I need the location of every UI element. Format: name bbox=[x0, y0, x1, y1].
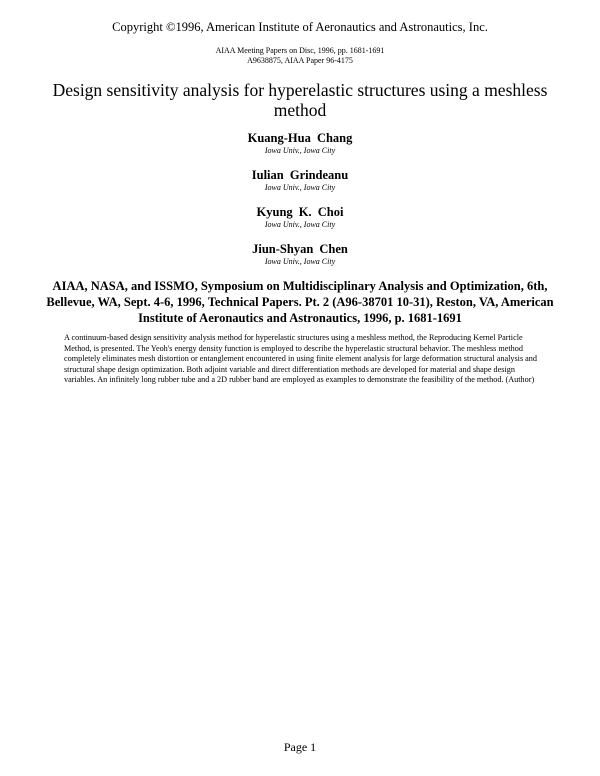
author-3 bbox=[0, 205, 600, 229]
author-4 bbox=[0, 242, 600, 266]
abstract-text: A continuum-based design sensitivity analysis method for hyperelastic structures using a meshless method, the Reproducing Kernel Particle Method, is presented. The Yeoh's energy density function is employed to describe the hyperelastic structural behavior. The meshless method completely eliminates mesh distortion or entanglement encountered in using finite element analysis for large deformation structural analysis and structural shape design optimization. Both adjoint variable and direct differentiation methods are developed for material and shape design variables. An infinitely long rubber tube and a 2D rubber band are employed as examples to demonstrate the feasibility of the method. (Author) bbox=[64, 333, 537, 384]
author-name: Iulian Grindeanu bbox=[251, 168, 349, 182]
author-name: Jiun-Shyan Chen bbox=[252, 242, 348, 256]
meeting-info-line-1: AIAA Meeting Papers on Disc, 1996, pp. 1681-1691 bbox=[215, 46, 385, 55]
author-affiliation: Iowa Univ., Iowa City bbox=[264, 257, 336, 266]
author-affiliation: Iowa Univ., Iowa City bbox=[264, 220, 336, 229]
meeting-info-line-2: A9638875, AIAA Paper 96-4175 bbox=[247, 56, 353, 65]
author-1 bbox=[0, 131, 600, 155]
page-number: Page 1 bbox=[283, 740, 317, 754]
source-citation: AIAA, NASA, and ISSMO, Symposium on Multidisciplinary Analysis and Optimization, 6th, Bellevue, WA, Sept. 4-6, 1996, Technical Papers. Pt. 2 (A96-38701 10-31), Reston, VA, American Institute of Aeronautics and Astronautics, 1996, p. 1681-1691 bbox=[46, 279, 554, 325]
author-name: Kyung K. Choi bbox=[256, 205, 344, 219]
author-affiliation: Iowa Univ., Iowa City bbox=[264, 146, 336, 155]
author-2 bbox=[0, 168, 600, 192]
meeting-info bbox=[0, 46, 600, 66]
author-name: Kuang-Hua Chang bbox=[247, 131, 353, 145]
paper-title: Design sensitivity analysis for hyperelastic structures using a meshless method bbox=[52, 80, 548, 120]
author-affiliation: Iowa Univ., Iowa City bbox=[264, 183, 336, 192]
copyright-line: Copyright ©1996, American Institute of Aeronautics and Astronautics, Inc. bbox=[112, 20, 488, 34]
